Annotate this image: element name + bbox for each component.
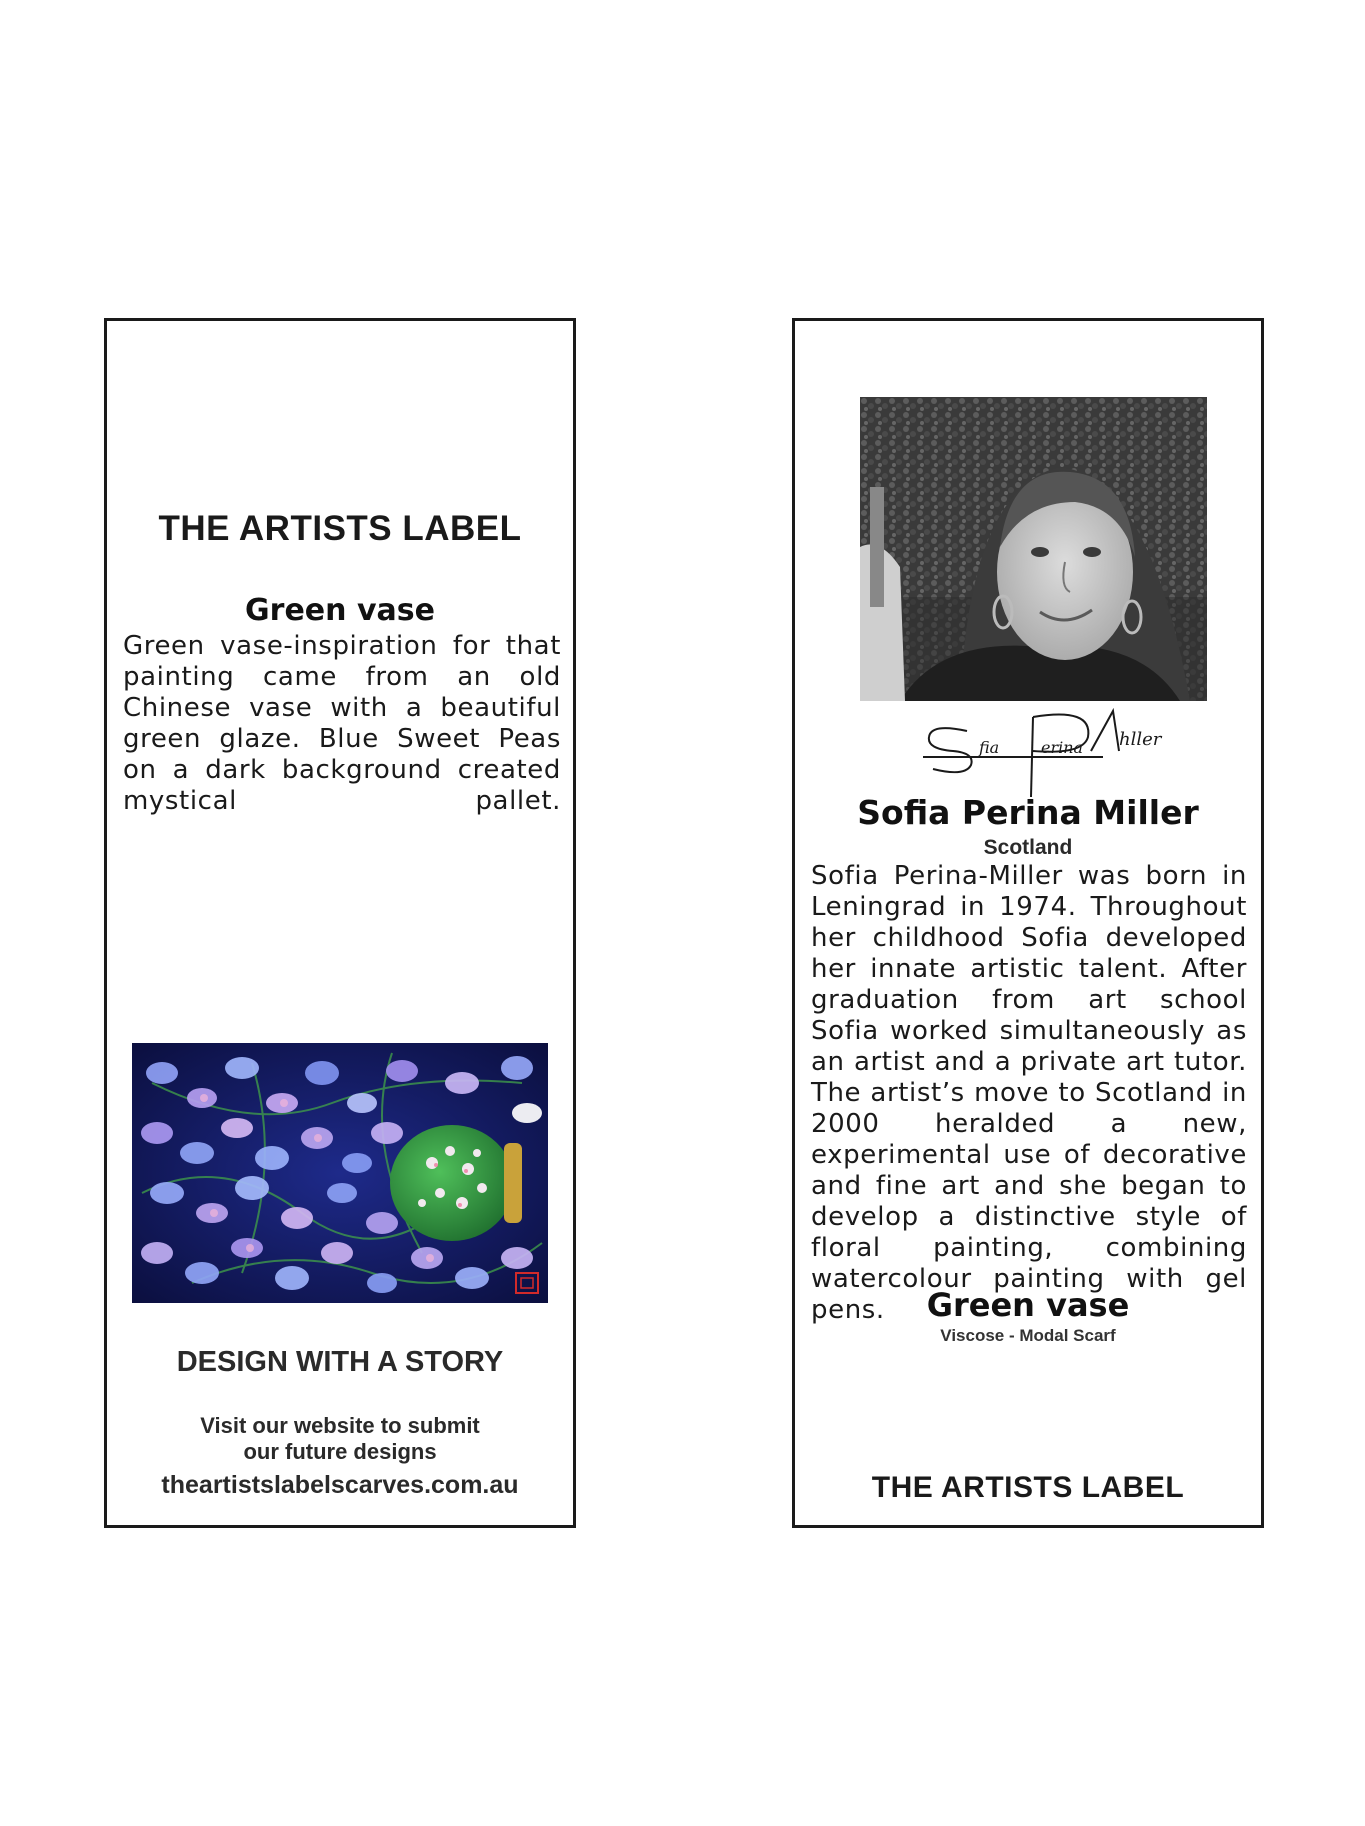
artist-name: Sofia Perina Miller <box>857 793 1199 832</box>
artist-bio: Sofia Perina-Miller was born in Leningrad in 1974. Throughout her childhood Sofia developed her innate artistic talent. After graduation from art school Sofia worked simultaneously as an artist and a private art tutor. The artist’s move to Scotland in 2000 heralded a new, experimental use of decorative and fine art and she began to develop a distinctive style of floral painting, combining watercolour painting with gel pens. <box>811 861 1247 1325</box>
design-title: Green vase <box>926 1286 1130 1324</box>
brand-footer: THE ARTISTS LABEL <box>871 1471 1185 1504</box>
brand-title: THE ARTISTS LABEL <box>158 509 522 548</box>
svg-text:fia: fia <box>979 738 1000 757</box>
product-type: Viscose - Modal Scarf <box>940 1326 1116 1345</box>
svg-text:erina: erina <box>1041 738 1084 757</box>
artist-location: Scotland <box>983 836 1073 859</box>
svg-text:hller: hller <box>1119 729 1162 750</box>
artist-signature <box>923 707 1162 802</box>
artist-portrait-image <box>860 397 1207 701</box>
submit-cta-line-2: our future designs <box>243 1439 437 1464</box>
tagline: DESIGN WITH A STORY <box>176 1346 504 1378</box>
design-description: Green vase-inspiration for that painting came from an old Chinese vase with a beautiful green glaze. Blue Sweet Peas on a dark background created mystical pallet. <box>123 631 561 816</box>
submit-cta <box>107 1413 573 1465</box>
story-card-left <box>104 318 576 1528</box>
website-link[interactable]: theartistslabelscarves.com.au <box>161 1471 519 1499</box>
submit-cta-line-1: Visit our website to submit <box>200 1413 480 1438</box>
design-painting-image <box>132 1043 548 1303</box>
story-card-right <box>792 318 1264 1528</box>
design-title: Green vase <box>245 593 435 628</box>
